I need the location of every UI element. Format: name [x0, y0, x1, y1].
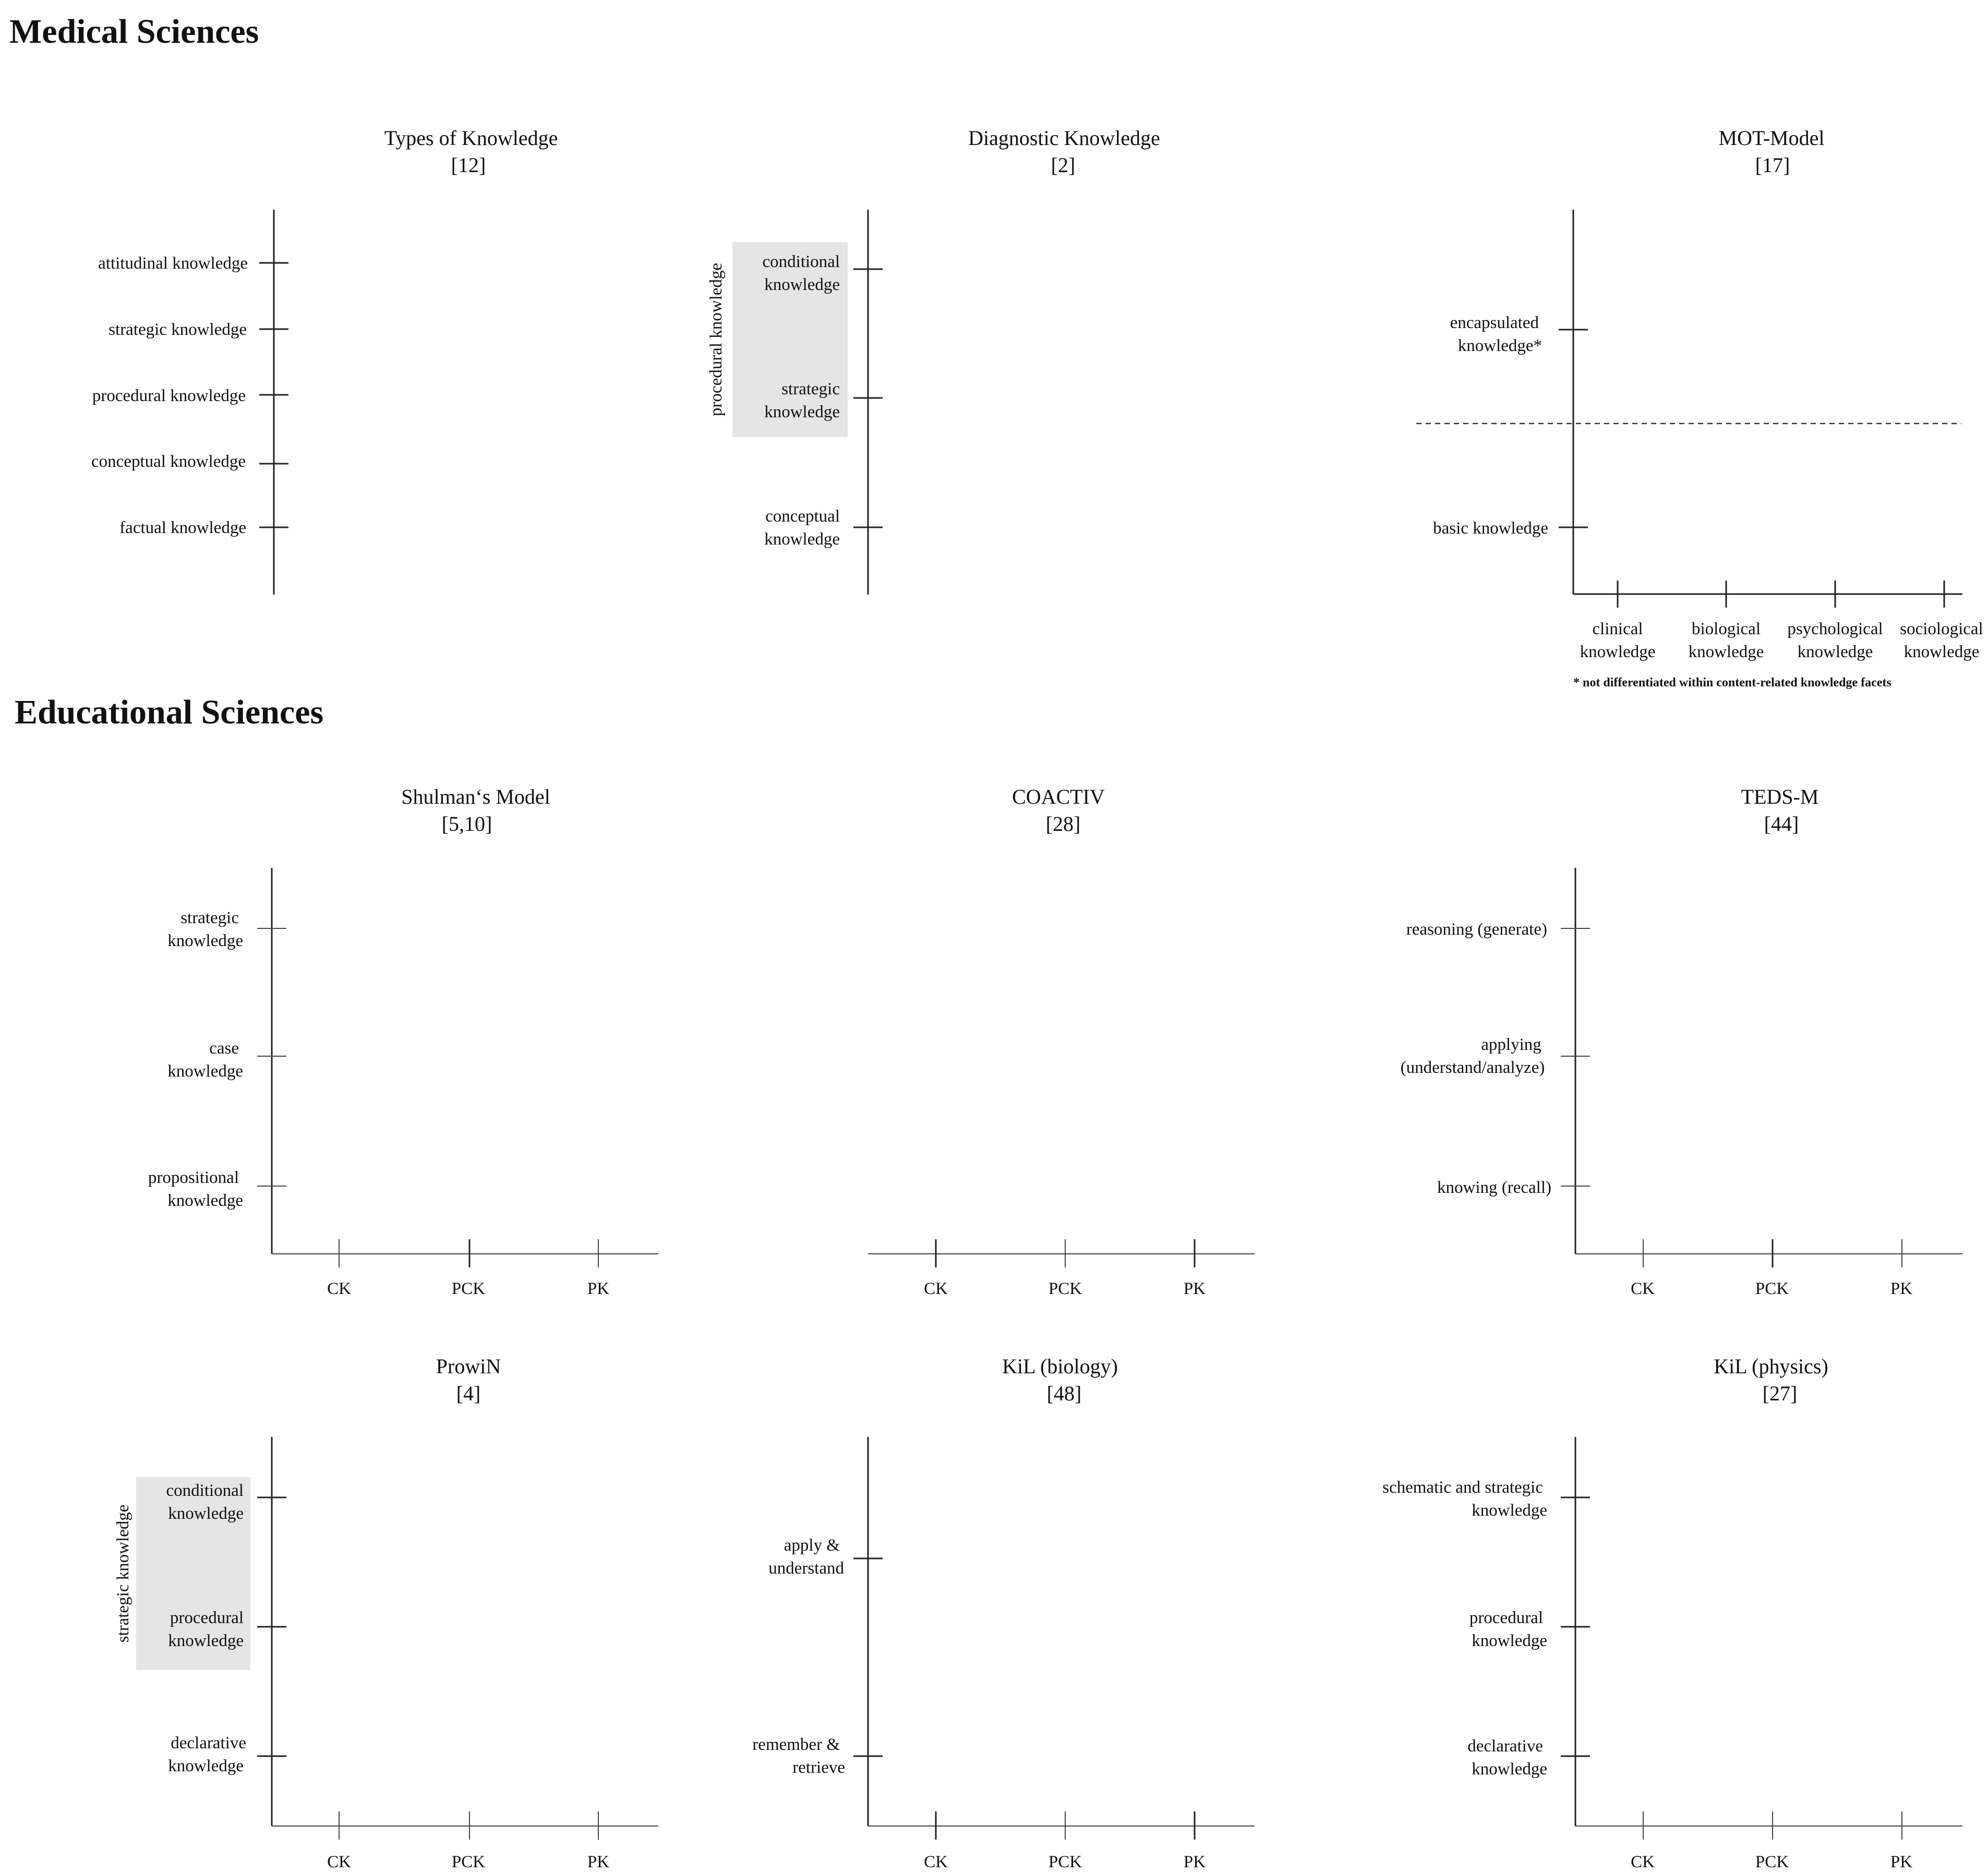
y-label-line2: knowledge	[1472, 1501, 1547, 1520]
x-label-line2: knowledge	[1688, 643, 1764, 661]
y-label: strategic knowledge	[109, 320, 247, 339]
y-label-line1: propositional	[148, 1168, 239, 1187]
y-label-line2: knowledge	[764, 275, 840, 294]
x-label-line1: clinical	[1592, 620, 1643, 638]
y-label-line1: conditional	[762, 252, 840, 271]
panel-reference: [12]	[451, 153, 486, 177]
x-label-line2: knowledge	[1580, 643, 1656, 661]
x-label: PK	[587, 1279, 610, 1298]
y-label-line2: knowledge	[1472, 1760, 1547, 1779]
panel-reference: [44]	[1764, 812, 1799, 836]
x-label: PK	[1183, 1853, 1206, 1871]
panel-title: TEDS-M	[1741, 785, 1819, 808]
panel-title: Types of Knowledge	[384, 126, 558, 150]
y-label: reasoning (generate)	[1406, 920, 1547, 939]
y-label-line2: knowledge	[764, 403, 840, 421]
y-label-line1: apply &	[784, 1536, 840, 1555]
y-label-line1: encapsulated	[1450, 313, 1539, 332]
panel-kil-physics	[1382, 1355, 1962, 1871]
y-label-line1: conditional	[166, 1481, 244, 1500]
group-label: procedural knowledge	[707, 262, 726, 417]
x-label: CK	[924, 1279, 948, 1298]
x-label: PK	[1890, 1853, 1913, 1871]
x-label-line1: psychological	[1787, 620, 1883, 638]
x-label: PCK	[1048, 1853, 1082, 1871]
x-label: CK	[1631, 1853, 1655, 1871]
panel-reference: [17]	[1755, 153, 1790, 177]
panel-teds-m	[1401, 785, 1962, 1298]
x-label-line1: sociological	[1900, 620, 1983, 638]
panel-reference: [5,10]	[441, 812, 492, 836]
y-label-line1: applying	[1481, 1035, 1541, 1054]
group-label: strategic knowledge	[114, 1504, 132, 1643]
y-label: attitudinal knowledge	[98, 254, 248, 273]
y-label-line1: case	[209, 1039, 239, 1058]
y-label-line1: procedural	[170, 1609, 244, 1627]
y-label-line2: knowledge	[167, 1062, 243, 1081]
panel-title: KiL (physics)	[1714, 1355, 1828, 1378]
x-label: PCK	[1048, 1279, 1082, 1298]
y-label-line2: knowledge	[168, 1504, 244, 1523]
panel-reference: [28]	[1045, 812, 1081, 836]
y-label-line2: (understand/analyze)	[1400, 1058, 1545, 1077]
y-label-line2: retrieve	[792, 1758, 845, 1777]
section-heading-medical: Medical Sciences	[9, 13, 259, 51]
y-label-line2: knowledge	[167, 1191, 243, 1210]
y-label-line1: declarative	[1467, 1737, 1543, 1756]
y-label: basic knowledge	[1433, 519, 1548, 538]
panel-mot-model	[1416, 126, 1983, 690]
y-label-line1: conceptual	[765, 507, 840, 526]
y-label: knowing (recall)	[1437, 1178, 1551, 1197]
panel-types-of-knowledge	[91, 126, 558, 595]
y-label: procedural knowledge	[92, 386, 246, 405]
panel-coactiv	[868, 785, 1255, 1298]
x-label-line2: knowledge	[1797, 643, 1873, 661]
panel-reference: [4]	[456, 1382, 481, 1405]
x-label: PCK	[1755, 1853, 1789, 1871]
panel-title: Shulman‘s Model	[401, 785, 550, 808]
section-heading-educational: Educational Sciences	[15, 693, 324, 731]
y-label-line2: knowledge	[167, 932, 243, 950]
y-label-line2: knowledge	[764, 530, 840, 549]
x-label: CK	[327, 1853, 351, 1871]
x-label-line1: biological	[1692, 620, 1761, 638]
panel-shulman-model	[148, 785, 658, 1298]
y-label-line2: knowledge*	[1457, 336, 1542, 355]
y-label-line1: schematic and strategic	[1382, 1478, 1543, 1497]
panel-diagnostic-knowledge	[707, 126, 1160, 595]
panel-title: COACTIV	[1012, 785, 1105, 808]
x-label-line2: knowledge	[1903, 643, 1980, 661]
y-label-line2: knowledge	[1472, 1631, 1547, 1650]
panel-prowin	[114, 1355, 658, 1871]
x-label: PK	[1183, 1279, 1206, 1298]
x-label: CK	[327, 1279, 351, 1298]
y-label: factual knowledge	[119, 518, 246, 537]
x-label: CK	[1631, 1279, 1655, 1298]
y-label-line2: understand	[768, 1559, 844, 1578]
panel-reference: [27]	[1762, 1382, 1798, 1405]
x-label: PK	[1890, 1279, 1913, 1298]
x-label: PCK	[451, 1853, 486, 1871]
footnote: * not differentiated within content-related knowledge facets	[1573, 676, 1891, 690]
panel-title: Diagnostic Knowledge	[968, 126, 1160, 150]
y-label-line1: procedural	[1469, 1609, 1543, 1627]
panel-title: ProwiN	[436, 1355, 501, 1378]
x-label: PK	[587, 1853, 610, 1871]
y-label-line1: strategic	[180, 909, 239, 927]
y-label-line1: strategic	[781, 380, 840, 398]
y-label-line1: remember &	[752, 1735, 840, 1754]
y-label-line2: knowledge	[168, 1631, 244, 1650]
y-label-line2: knowledge	[168, 1757, 244, 1775]
y-label-line1: declarative	[171, 1734, 246, 1752]
panel-reference: [48]	[1046, 1382, 1082, 1405]
panel-title: KiL (biology)	[1002, 1355, 1118, 1378]
x-label: CK	[924, 1853, 948, 1871]
panel-title: MOT-Model	[1718, 126, 1825, 150]
panel-reference: [2]	[1051, 153, 1076, 177]
y-label: conceptual knowledge	[91, 452, 246, 471]
panel-kil-biology	[752, 1355, 1255, 1871]
x-label: PCK	[451, 1279, 486, 1298]
x-label: PCK	[1755, 1279, 1789, 1298]
